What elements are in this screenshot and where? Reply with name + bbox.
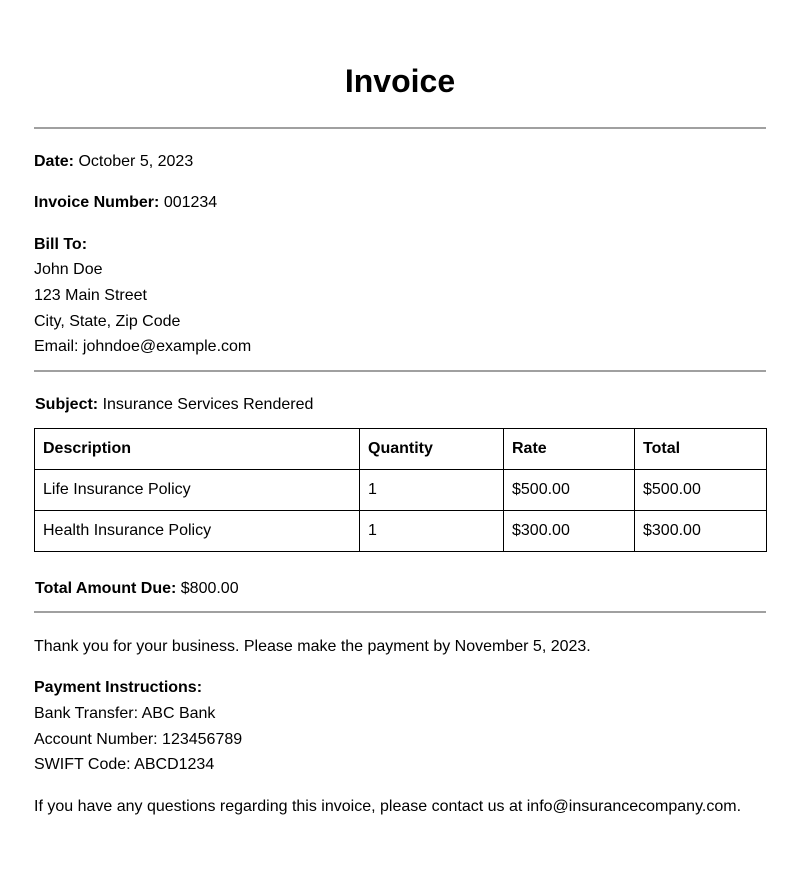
invoice-number-line	[34, 193, 217, 213]
bill-to-city: City, State, Zip Code	[34, 313, 181, 330]
cell-quantity: 1	[360, 470, 504, 511]
payment-swift: SWIFT Code: ABCD1234	[34, 756, 215, 773]
table-row	[35, 470, 767, 511]
table-header-row	[35, 429, 767, 470]
cell-total: $300.00	[635, 511, 767, 552]
total-due-value: $800.00	[180, 580, 239, 597]
subject-value: Insurance Services Rendered	[102, 396, 314, 413]
invoice-title: Invoice	[344, 63, 456, 99]
column-header-rate: Rate	[504, 429, 635, 470]
divider	[34, 611, 766, 613]
bill-to-street: 123 Main Street	[34, 287, 147, 304]
payment-instructions-label-text: Payment Instructions:	[34, 679, 203, 696]
bill-to-email: Email: johndoe@example.com	[34, 338, 252, 355]
payment-bank: Bank Transfer: ABC Bank	[34, 705, 216, 722]
date-line	[34, 152, 193, 172]
invoice-number-value: 001234	[163, 194, 218, 211]
cell-rate: $500.00	[504, 470, 635, 511]
cell-description: Health Insurance Policy	[35, 511, 360, 552]
total-due-line	[35, 579, 239, 599]
date-value: October 5, 2023	[78, 153, 194, 170]
payment-account: Account Number: 123456789	[34, 731, 243, 748]
column-header-quantity: Quantity	[360, 429, 504, 470]
subject-line	[35, 395, 313, 415]
divider	[34, 127, 766, 129]
subject-label: Subject:	[35, 396, 99, 413]
cell-total: $500.00	[635, 470, 767, 511]
bill-to-label-text: Bill To:	[34, 236, 88, 253]
payment-instructions-label	[34, 678, 202, 698]
invoice-number-label: Invoice Number:	[34, 194, 160, 211]
divider	[34, 370, 766, 372]
total-due-label: Total Amount Due:	[35, 580, 177, 597]
bill-to-label	[34, 235, 87, 255]
column-header-description: Description	[35, 429, 360, 470]
contact-text: If you have any questions regarding this invoice, please contact us at info@insurancecompany.com.	[34, 798, 742, 815]
thank-you-text: Thank you for your business. Please make the payment by November 5, 2023.	[34, 638, 591, 655]
cell-description: Life Insurance Policy	[35, 470, 360, 511]
table-row	[35, 511, 767, 552]
cell-rate: $300.00	[504, 511, 635, 552]
date-label: Date:	[34, 153, 75, 170]
cell-quantity: 1	[360, 511, 504, 552]
invoice-items-table	[34, 428, 767, 552]
column-header-total: Total	[635, 429, 767, 470]
bill-to-name: John Doe	[34, 261, 103, 278]
